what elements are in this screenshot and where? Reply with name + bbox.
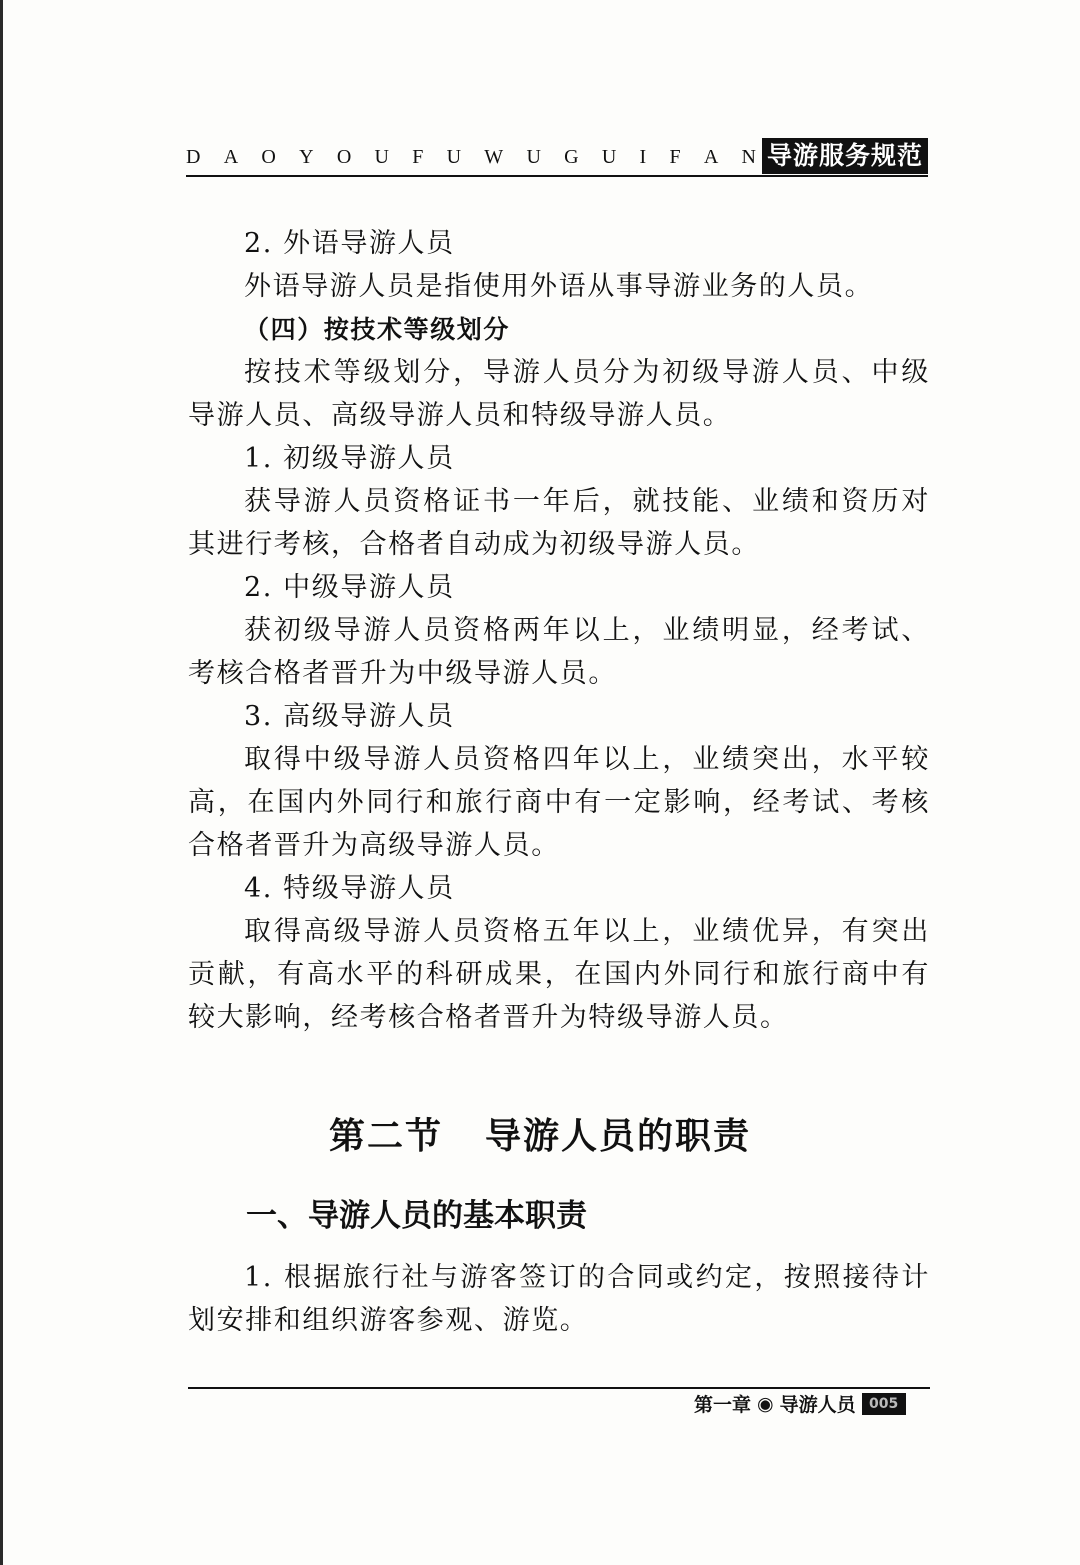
item-heading: 1. 初级导游人员 <box>244 443 455 474</box>
paragraph: 按技术等级划分，导游人员分为初级导游人员、中级导游人员、高级导游人员和特级导游人员。 <box>188 357 930 431</box>
header-letter: O <box>336 146 352 168</box>
subsection-heading: （四）按技术等级划分 <box>244 315 511 344</box>
header-pinyin-letters <box>186 146 756 169</box>
section-name: 导游人员的职责 <box>485 1116 752 1157</box>
footer-chapter: 第一章 <box>694 1394 752 1416</box>
body-text <box>188 222 930 1039</box>
footer-rule <box>188 1387 930 1389</box>
header-letter: U <box>374 146 389 168</box>
item-heading: 4. 特级导游人员 <box>244 873 455 904</box>
tail-text <box>188 1256 930 1342</box>
paragraph: 取得中级导游人员资格四年以上，业绩突出，水平较高，在国内外同行和旅行商中有一定影响，经考试、考核合格者晋升为高级导游人员。 <box>188 744 930 861</box>
running-header <box>186 138 928 178</box>
header-letter: G <box>564 146 579 168</box>
header-letter: N <box>741 146 756 168</box>
item-heading: 3. 高级导游人员 <box>244 701 455 732</box>
header-letter: Y <box>299 146 314 168</box>
section-number: 第二节 <box>328 1116 443 1157</box>
paragraph: 外语导游人员是指使用外语从事导游业务的人员。 <box>244 271 874 302</box>
header-letter: F <box>669 146 681 168</box>
header-letter: O <box>261 146 276 168</box>
paragraph: 1. 根据旅行社与游客签订的合同或约定，按照接待计划安排和组织游客参观、游览。 <box>188 1262 930 1336</box>
header-letter: U <box>446 146 462 168</box>
paragraph: 获导游人员资格证书一年后，就技能、业绩和资历对其进行考核，合格者自动成为初级导游人员。 <box>188 486 930 560</box>
item-heading: 2. 中级导游人员 <box>244 572 455 603</box>
header-letter: A <box>703 146 719 168</box>
book-title: 导游服务规范 <box>762 138 928 174</box>
header-letter: I <box>639 146 647 168</box>
paragraph: 获初级导游人员资格两年以上，业绩明显，经考试、考核合格者晋升为中级导游人员。 <box>188 615 930 689</box>
header-rule <box>186 175 928 177</box>
header-letter: U <box>526 146 541 168</box>
subsection-title: 一、导游人员的基本职责 <box>246 1198 587 1234</box>
item-heading: 2. 外语导游人员 <box>244 228 455 259</box>
page-edge <box>0 0 3 1565</box>
section-title <box>0 1108 1080 1159</box>
header-letter: U <box>601 146 617 168</box>
header-letter: W <box>484 146 504 168</box>
page-number: 005 <box>862 1393 906 1415</box>
running-footer <box>694 1390 906 1417</box>
paragraph: 取得高级导游人员资格五年以上，业绩优异，有突出贡献，有高水平的科研成果，在国内外同行和旅行商中有较大影响，经考核合格者晋升为特级导游人员。 <box>188 916 930 1033</box>
footer-separator: ◉ <box>757 1392 774 1415</box>
footer-chapter-title: 导游人员 <box>779 1394 856 1416</box>
header-letter: D <box>186 146 201 168</box>
header-letter: F <box>412 146 424 168</box>
header-letter: A <box>223 146 239 168</box>
